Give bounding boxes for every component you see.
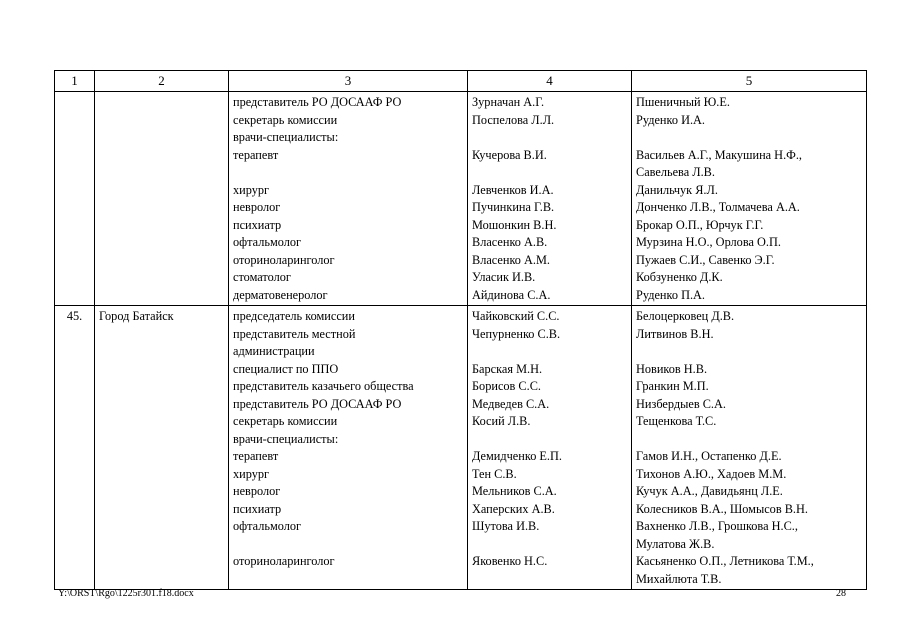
reserve-line: Низбердыев С.А. [636, 396, 726, 411]
reserve-line: Тещенкова Т.С. [636, 414, 717, 428]
reserve-cell [632, 306, 867, 590]
member-cell [468, 306, 632, 590]
role-line: офтальмолог [233, 235, 302, 249]
member-line: Чайковский С.С. [472, 309, 560, 323]
reserve-line: Новиков Н.В. [636, 361, 708, 376]
member-line [472, 129, 627, 147]
role-line: администрации [233, 344, 315, 358]
member-line: Айдинова С.А. [472, 287, 551, 302]
member-line: Барская М.Н. [472, 361, 543, 376]
row-number-cell [55, 92, 95, 306]
header-cell-3: 3 [229, 71, 468, 92]
header-cell-2: 2 [95, 71, 229, 92]
member-line: Чепурненко С.В. [472, 326, 561, 341]
header-cell-1: 1 [55, 71, 95, 92]
role-line: хирург [233, 466, 270, 481]
member-line: Хаперских А.В. [472, 501, 555, 516]
role-line: представитель РО ДОСААФ РО [233, 396, 402, 411]
table-row [55, 306, 867, 590]
member-line [472, 343, 627, 361]
header-cell-4: 4 [468, 71, 632, 92]
member-line: Шутова И.В. [472, 519, 540, 533]
reserve-line: Мурзина Н.О., Орлова О.П. [636, 235, 781, 249]
reserve-line: Литвинов В.Н. [636, 326, 714, 341]
role-line: невролог [233, 484, 281, 498]
footer-page-number: 28 [836, 588, 846, 599]
member-line: Борисов С.С. [472, 379, 541, 393]
member-line: Поспелова Л.Л. [472, 112, 555, 127]
role-line: терапевт [233, 449, 279, 463]
role-line: невролог [233, 200, 281, 214]
role-line: психиатр [233, 501, 282, 516]
member-line: Кучерова В.И. [472, 147, 547, 162]
reserve-line: Белоцерковец Д.В. [636, 309, 735, 323]
role-line: секретарь комиссии [233, 414, 338, 428]
header-row [55, 71, 867, 92]
reserve-line: Кобзуненко Д.К. [636, 270, 723, 284]
member-line: Уласик И.В. [472, 270, 536, 284]
member-line: Яковенко Н.С. [472, 554, 548, 568]
member-line: Медведев С.А. [472, 396, 550, 411]
reserve-line: Пшеничный Ю.Е. [636, 95, 730, 109]
role-line: врачи-специалисты: [233, 130, 339, 144]
row-number-cell: 45. [55, 306, 95, 590]
reserve-line: Гамов И.Н., Остапенко Д.Е. [636, 449, 782, 463]
role-line [233, 164, 463, 182]
municipality-cell [95, 92, 229, 306]
role-line [233, 571, 463, 589]
member-line [472, 164, 627, 182]
role-line: представитель местной [233, 326, 356, 341]
reserve-line: Руденко И.А. [636, 112, 705, 127]
reserve-line: Касьяненко О.П., Летникова Т.М., [636, 554, 814, 568]
reserve-line: Вахненко Л.В., Грошкова Н.С., [636, 519, 798, 533]
member-line: Власенко А.В. [472, 235, 548, 249]
reserve-line: Мулатова Ж.В. [636, 536, 715, 551]
role-line: оториноларинголог [233, 554, 335, 568]
reserve-line: Брокар О.П., Юрчук Г.Г. [636, 217, 764, 232]
reserve-line: Пужаев С.И., Савенко Э.Г. [636, 252, 775, 267]
role-line: психиатр [233, 217, 282, 232]
reserve-line: Гранкин М.П. [636, 379, 709, 393]
document-table [54, 70, 867, 590]
member-line [472, 571, 627, 589]
footer-file-path: Y:\ORST\Rgo\1225r301.f18.docx [58, 588, 194, 599]
table-row [55, 92, 867, 306]
reserve-line: Донченко Л.В., Толмачева А.А. [636, 200, 800, 214]
role-line: секретарь комиссии [233, 112, 338, 127]
member-line [472, 536, 627, 554]
member-line: Мельников С.А. [472, 484, 557, 498]
member-line: Тен С.В. [472, 466, 517, 481]
role-line: терапевт [233, 147, 279, 162]
member-line: Левченков И.А. [472, 182, 554, 197]
reserve-line: Руденко П.А. [636, 287, 705, 302]
role-line: представитель РО ДОСААФ РО [233, 95, 402, 109]
reserve-line [636, 343, 862, 361]
member-line: Зурначан А.Г. [472, 95, 545, 109]
header-cell-5: 5 [632, 71, 867, 92]
reserve-cell [632, 92, 867, 306]
reserve-line: Савельева Л.В. [636, 165, 715, 179]
role-cell [229, 92, 468, 306]
member-line [472, 431, 627, 449]
reserve-line [636, 431, 862, 449]
role-line: специалист по ППО [233, 361, 339, 376]
role-line: представитель казачьего общества [233, 379, 414, 393]
member-line: Пучинкина Г.В. [472, 200, 555, 214]
member-line: Мошонкин В.Н. [472, 217, 557, 232]
reserve-line: Колесников В.А., Шомысов В.Н. [636, 501, 808, 516]
reserve-line: Данильчук Я.Л. [636, 182, 718, 197]
reserve-line [636, 129, 862, 147]
reserve-line: Васильев А.Г., Макушина Н.Ф., [636, 147, 803, 162]
role-line: председатель комиссии [233, 309, 355, 323]
role-line: дерматовенеролог [233, 287, 328, 302]
role-line: офтальмолог [233, 519, 302, 533]
role-cell [229, 306, 468, 590]
member-cell [468, 92, 632, 306]
reserve-line: Михайлюта Т.В. [636, 571, 722, 586]
role-line [233, 536, 463, 554]
member-line: Косий Л.В. [472, 414, 531, 428]
role-line: стоматолог [233, 270, 291, 284]
role-line: хирург [233, 182, 270, 197]
role-line: оториноларинголог [233, 252, 335, 267]
municipality-cell: Город Батайск [95, 306, 229, 590]
member-line: Власенко А.М. [472, 252, 550, 267]
reserve-line: Кучук А.А., Давидьянц Л.Е. [636, 484, 783, 498]
role-line: врачи-специалисты: [233, 431, 339, 446]
reserve-line: Тихонов А.Ю., Хадоев М.М. [636, 466, 787, 481]
member-line: Демидченко Е.П. [472, 449, 562, 463]
